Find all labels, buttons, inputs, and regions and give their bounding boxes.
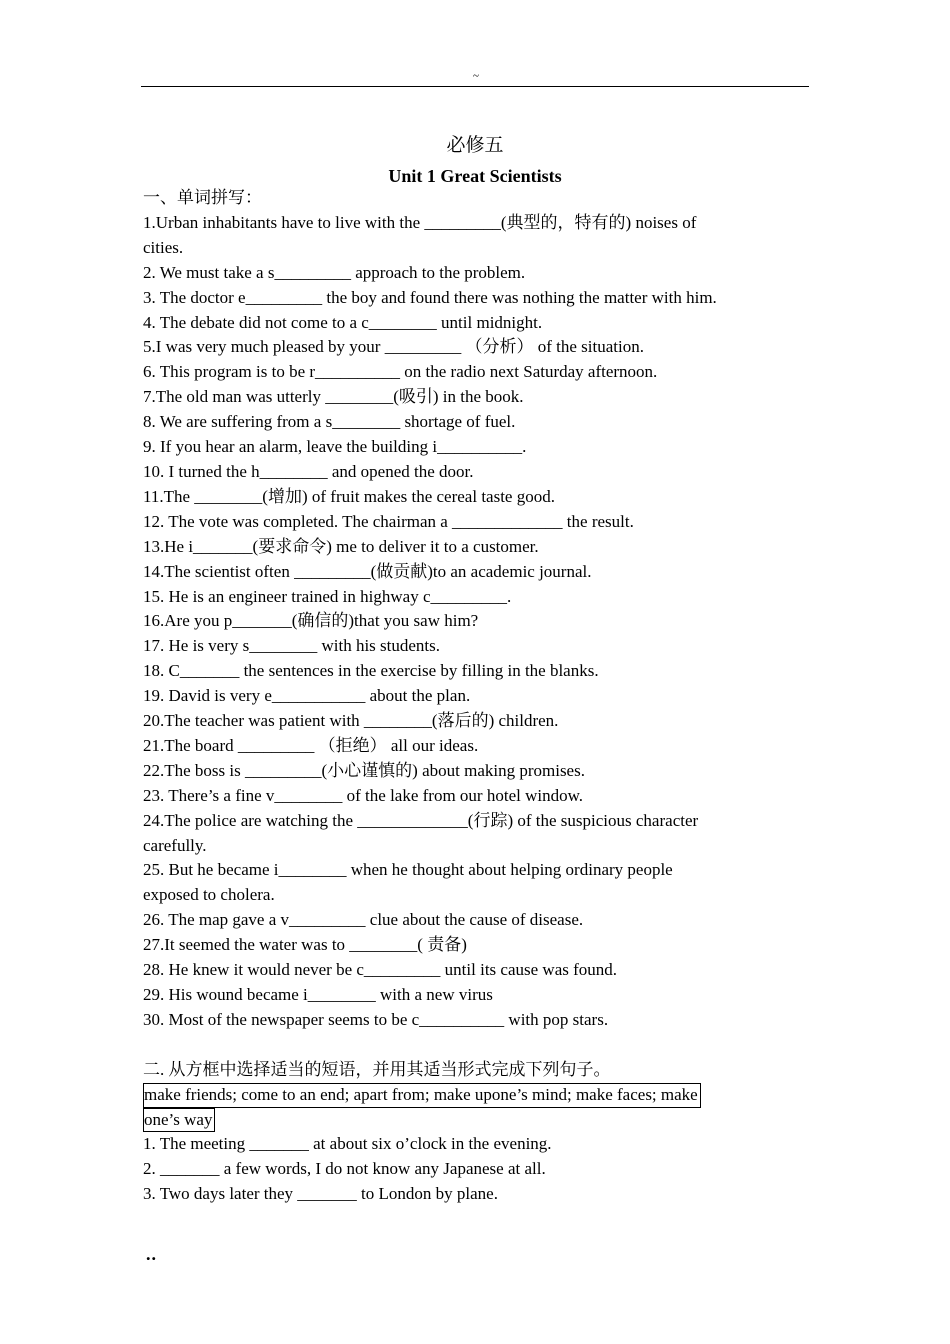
section2-line: 2. _______ a few words, I do not know any Japanese at all. [143,1159,546,1179]
section1-line: 30. Most of the newspaper seems to be c__________ with pop stars. [143,1009,609,1029]
section1-line: 4. The debate did not come to a c________ until midnight. [143,312,543,332]
section1-line: 11.The ________(增加) of fruit makes the cereal taste good. [143,486,555,506]
section1-line: 7.The old man was utterly ________(吸引) in the book. [143,387,524,407]
section2-heading: 二. 从方框中选择适当的短语，并用其适当形式完成下列句子。 [143,1059,611,1079]
section1-line: 20.The teacher was patient with ________(落后的) children. [143,711,559,731]
section1-line: 15. He is an engineer trained in highway c_________. [143,586,512,606]
section2-line: 3. Two days later they _______ to London by plane. [143,1184,498,1204]
phrase-box-line-1: make friends; come to an end; apart from; make upone’s mind; make faces; make [143,1083,701,1108]
section1-line: 2. We must take a s_________ approach to the problem. [143,262,526,282]
section1-line: 1.Urban inhabitants have to live with the _________(典型的，特有的) noises of [143,212,697,232]
section1-line: 9. If you hear an alarm, leave the building i__________. [143,437,527,457]
section1-line: 6. This program is to be r__________ on the radio next Saturday afternoon. [143,362,658,382]
section1-line: 17. He is very s________ with his students. [143,636,441,656]
section-spacer [143,1033,793,1058]
header-mark: ~ [473,70,479,82]
section1-line: 27.It seemed the water was to ________( 责备) [143,935,467,955]
section2-line: 1. The meeting _______ at about six o’clock in the evening. [143,1134,552,1154]
section1-line: 14.The scientist often _________(做贡献)to an academic journal. [143,561,592,581]
section1-line: 5.I was very much pleased by your _________ （分析） of the situation. [143,337,644,357]
section1-line: 19. David is very e___________ about the plan. [143,686,471,706]
section1-line: 23. There’s a fine v________ of the lake from our hotel window. [143,785,584,805]
phrase-box-line-2: one’s way [143,1108,215,1133]
section2-lines [143,1132,793,1207]
unit-title: Unit 1 Great Scientists [388,166,562,186]
section1-line: 10. I turned the h________ and opened the door. [143,461,474,481]
section1-line: 16.Are you p_______(确信的)that you saw him? [143,611,479,631]
section1-line: 24.The police are watching the _____________(行踪) of the suspicious character [143,810,699,830]
section1-line: 13.He i_______(要求命令) me to deliver it to a customer. [143,536,539,556]
worksheet-content [143,186,793,1207]
section1-line: 22.The boss is _________(小心谨慎的) about making promises. [143,760,585,780]
section1-line: 8. We are suffering from a s________ shortage of fuel. [143,412,516,432]
section1-lines [143,211,793,1033]
section1-line: 25. But he became i________ when he thought about helping ordinary people [143,860,673,880]
section1-line: 18. C_______ the sentences in the exercise by filling in the blanks. [143,661,599,681]
section1-line: 3. The doctor e_________ the boy and found there was nothing the matter with him. [143,287,717,307]
section1-line: 26. The map gave a v_________ clue about the cause of disease. [143,910,584,930]
section1-line: cities. [143,237,184,257]
section1-line: 29. His wound became i________ with a new virus [143,985,493,1004]
section1-line: 12. The vote was completed. The chairman a _____________ the result. [143,511,634,531]
header-rule [141,86,809,87]
section1-line: 21.The board _________ （拒绝） all our ideas. [143,735,479,755]
section1-line: 28. He knew it would never be c_________ until its cause was found. [143,960,618,980]
section1-line: carefully. [143,835,207,855]
page-title: 必修五 [446,135,504,156]
footer-dots: .. [146,1244,157,1264]
section1-heading: 一、单词拼写： [143,188,262,207]
phrase-box [143,1083,793,1133]
section1-line: exposed to cholera. [143,885,275,905]
